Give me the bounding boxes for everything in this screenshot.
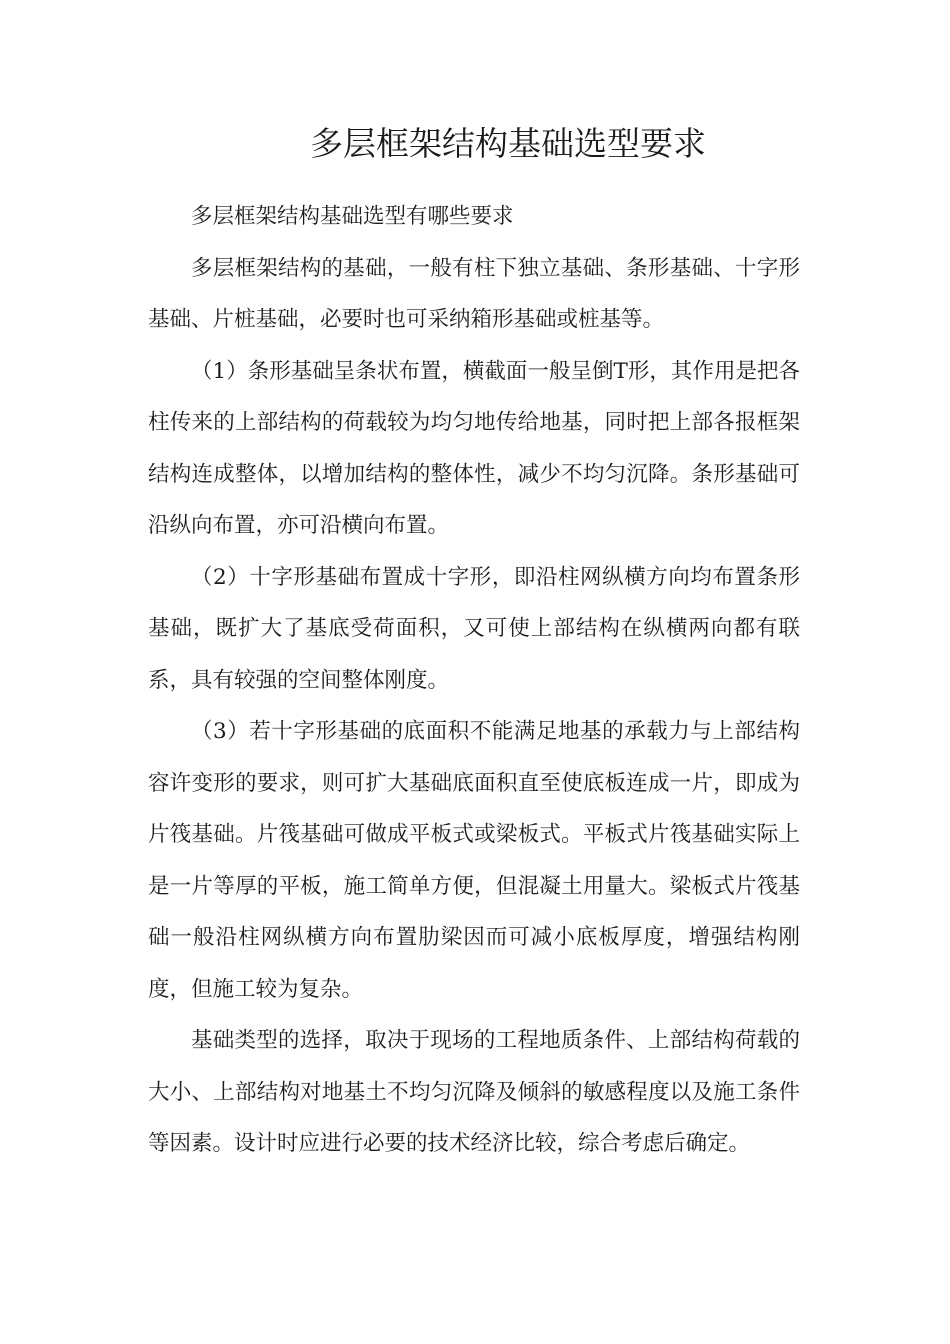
subtitle-paragraph: 多层框架结构基础选型有哪些要求 bbox=[191, 204, 514, 229]
paragraph-intro: 多层框架结构的基础，一般有柱下独立基础、条形基础、十字形基础、片桩基础，必要时也可采纳箱形基础或桩基等。 bbox=[148, 255, 800, 332]
paragraph-cross-foundation: （2）十字形基础布置成十字形，即沿柱网纵横方向均布置条形基础，既扩大了基底受荷面积，又可使上部结构在纵横两向都有联系，具有较强的空间整体刚度。 bbox=[148, 564, 800, 693]
paragraph-strip-foundation: （1）条形基础呈条状布置，横截面一般呈倒T形，其作用是把各柱传来的上部结构的荷载较为均匀地传给地基，同时把上部各报框架结构连成整体，以增加结构的整体性，减少不均匀沉降。条形基础可沿纵向布置，亦可沿横向布置。 bbox=[148, 358, 800, 538]
document-title: 多层框架结构基础选型要求 bbox=[310, 124, 706, 163]
paragraph-raft-foundation: （3）若十字形基础的底面积不能满足地基的承载力与上部结构容许变形的要求，则可扩大基础底面积直至使底板连成一片，即成为片筏基础。片筏基础可做成平板式或梁板式。平板式片筏基础实际上是一片等厚的平板，施工简单方便，但混凝土用量大。梁板式片筏基础一般沿柱网纵横方向布置肋梁因而可减小底板厚度，增强结构刚度，但施工较为复杂。 bbox=[148, 719, 800, 1002]
document-body bbox=[148, 191, 800, 1170]
paragraph-selection: 基础类型的选择，取决于现场的工程地质条件、上部结构荷载的大小、上部结构对地基土不均匀沉降及倾斜的敏感程度以及施工条件等因素。设计时应进行必要的技术经济比较，综合考虑后确定。 bbox=[148, 1028, 800, 1156]
